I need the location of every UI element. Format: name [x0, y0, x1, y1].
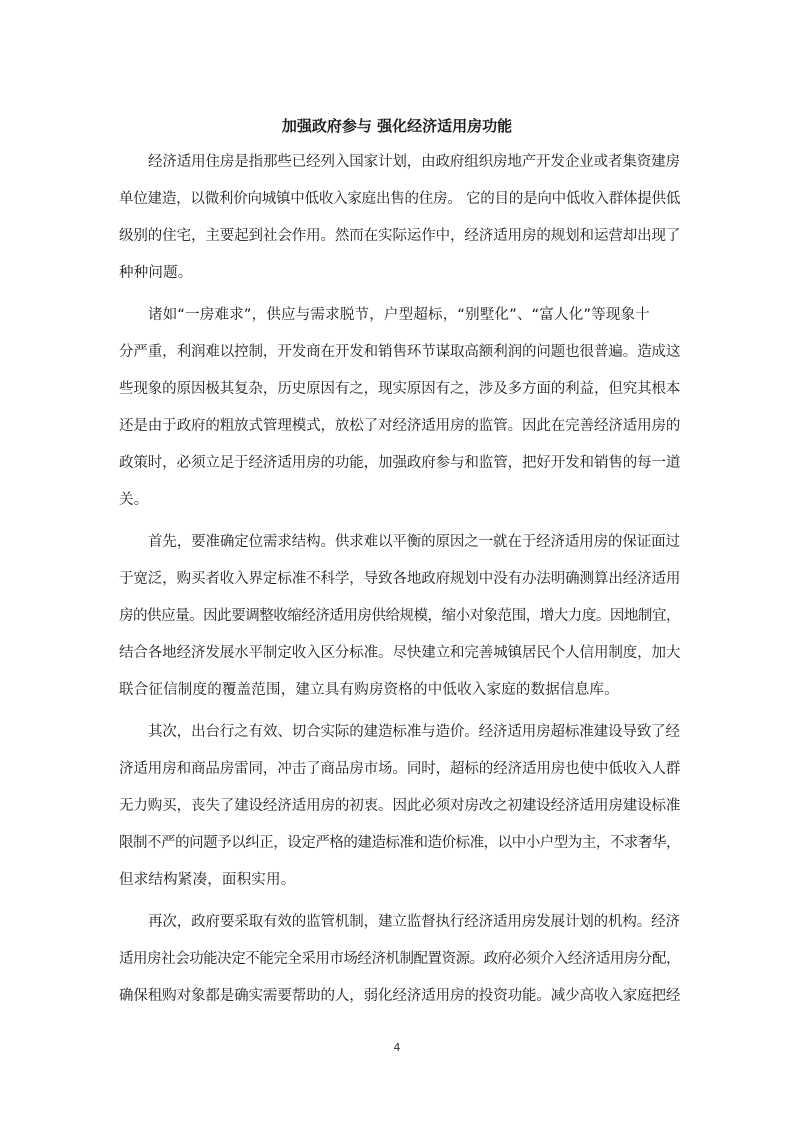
- paragraph-2-line-6: 关。: [119, 492, 149, 508]
- paragraph-3-line-2: 于宽泛，购买者收入界定标准不科学，导致各地政府规划中没有办法明确测算出经济适用: [119, 571, 681, 587]
- paragraph-1-line-3: 级别的住宅，主要起到社会作用。然而在实际运作中，经济适用房的规划和运营却出现了: [119, 228, 681, 244]
- paragraph-4-line-5: 但求结构紧凑，面积实用。: [119, 872, 296, 888]
- paragraph-4-line-4: 限制不严的问题予以纠正，设定严格的建造标准和造价标准，以中小户型为主，不求奢华，: [119, 835, 680, 851]
- paragraph-1-line-1: 经济适用住房是指那些已经列入国家计划，由政府组织房地产开发企业或者集资建房: [148, 154, 680, 170]
- document-title: 加强政府参与 强化经济适用房功能: [281, 117, 513, 135]
- paragraph-2-line-3: 些现象的原因极其复杂，历史原因有之，现实原因有之，涉及多方面的利益，但究其根本: [119, 381, 681, 397]
- paragraph-5-line-1: 再次，政府要采取有效的监管机制，建立监督执行经济适用房发展计划的机构。经济: [148, 914, 680, 930]
- paragraph-5-line-2: 适用房社会功能决定不能完全采用市场经济机制配置资源。政府必须介入经济适用房分配，: [119, 951, 680, 967]
- paragraph-2-line-4: 还是由于政府的粗放式管理模式，放松了对经济适用房的监管。因此在完善经济适用房的: [119, 418, 681, 434]
- page-number: 4: [393, 1041, 401, 1054]
- paragraph-2-line-5: 政策时，必须立足于经济适用房的功能，加强政府参与和监管，把好开发和销售的每一道: [119, 455, 681, 471]
- paragraph-3-line-1: 首先，要准确定位需求结构。供求难以平衡的原因之一就在于经济适用房的保证面过: [148, 534, 680, 550]
- paragraph-3-line-5: 联合征信制度的覆盖范围，建立具有购房资格的中低收入家庭的数据信息库。: [119, 682, 619, 698]
- paragraph-4-line-3: 无力购买，丧失了建设经济适用房的初衷。因此必须对房改之初建设经济适用房建设标准: [119, 798, 681, 814]
- paragraph-1-line-4: 种种问题。: [119, 265, 193, 281]
- paragraph-4-line-1: 其次，出台行之有效、切合实际的建造标准与造价。经济适用房超标准建设导致了经: [148, 724, 680, 740]
- paragraph-3-line-4: 结合各地经济发展水平制定收入区分标准。尽快建立和完善城镇居民个人信用制度，加大: [119, 645, 681, 661]
- paragraph-3-line-3: 房的供应量。因此要调整收缩经济适用房供给规模，缩小对象范围，增大力度。因地制宜，: [119, 608, 680, 624]
- paragraph-5-line-3: 确保租购对象都是确实需要帮助的人，弱化经济适用房的投资功能。减少高收入家庭把经: [119, 988, 681, 1004]
- paragraph-2-line-2: 分严重，利润难以控制，开发商在开发和销售环节谋取高额利润的问题也很普遍。造成这: [119, 344, 681, 360]
- paragraph-4-line-2: 济适用房和商品房雷同，冲击了商品房市场。同时，超标的经济适用房也使中低收入人群: [119, 761, 681, 777]
- paragraph-1-line-2: 单位建造，以微利价向城镇中低收入家庭出售的住房。 它的目的是向中低收入群体提供低: [119, 191, 681, 207]
- paragraph-2-line-1: 诸如“一房难求”，供应与需求脱节，户型超标，“别墅化”、“富人化”等现象十: [148, 307, 650, 323]
